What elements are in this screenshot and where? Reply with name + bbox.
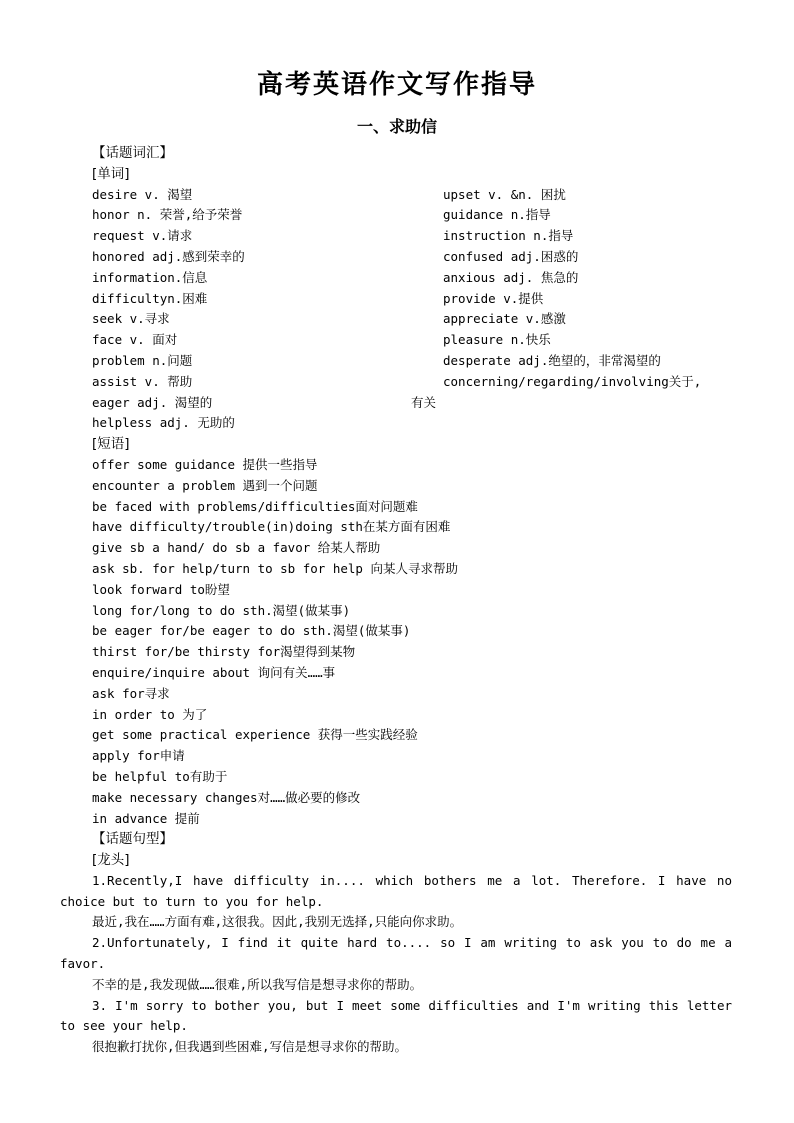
word-left: face v. 面对 xyxy=(92,332,178,348)
phrase-item: enquire/inquire about 询问有关……事 xyxy=(92,664,336,680)
word-right: instruction n.指导 xyxy=(443,228,574,244)
word-row xyxy=(0,309,794,330)
phrase-item: make necessary changes对……做必要的修改 xyxy=(92,789,361,805)
word-row xyxy=(0,330,794,351)
word-row xyxy=(0,268,794,289)
word-left: assist v. 帮助 xyxy=(92,373,193,389)
word-row xyxy=(0,351,794,372)
word-row xyxy=(0,372,794,393)
phrase-item: be eager for/be eager to do sth.渴望(做某事) xyxy=(92,623,411,639)
word-left: helpless adj. 无助的 xyxy=(92,415,235,431)
word-left: eager adj. 渴望的 xyxy=(92,394,213,410)
sentence-chinese: 很抱歉打扰你,但我遇到些困难,写信是想寻求你的帮助。 xyxy=(92,1039,408,1055)
phrase-item: in advance 提前 xyxy=(92,810,200,826)
word-list xyxy=(0,185,794,435)
word-right: upset v. &n. 困扰 xyxy=(443,186,566,202)
word-row xyxy=(0,413,794,434)
word-right: anxious adj. 焦急的 xyxy=(443,269,579,285)
word-right: guidance n.指导 xyxy=(443,207,551,223)
phrase-item: be faced with problems/difficulties面对问题难 xyxy=(92,498,418,514)
phrase-item: long for/long to do sth.渴望(做某事) xyxy=(92,602,351,618)
word-row xyxy=(0,205,794,226)
opening-heading: [龙头] xyxy=(92,852,130,869)
word-row xyxy=(0,226,794,247)
phrase-item: look forward to盼望 xyxy=(92,581,230,597)
word-right-continuation: 有关 xyxy=(411,394,437,410)
word-left: seek v.寻求 xyxy=(92,311,170,327)
page-title: 高考英语作文写作指导 xyxy=(256,70,537,100)
vocab-heading: 【话题词汇】 xyxy=(92,145,173,161)
phrase-item: in order to 为了 xyxy=(92,706,208,722)
word-row xyxy=(0,247,794,268)
word-row xyxy=(0,185,794,206)
section-title: 一、求助信 xyxy=(356,117,437,136)
word-left: honored adj.感到荣幸的 xyxy=(92,248,245,264)
phrase-item: ask for寻求 xyxy=(92,685,170,701)
word-left: honor n. 荣誉,给予荣誉 xyxy=(92,207,243,223)
word-row xyxy=(0,289,794,310)
word-left: difficultyn.困难 xyxy=(92,290,208,306)
word-right: concerning/regarding/involving关于, xyxy=(443,373,702,389)
word-right: provide v.提供 xyxy=(443,290,544,306)
phrase-item: offer some guidance 提供一些指导 xyxy=(92,456,318,472)
word-row xyxy=(0,393,794,414)
phrase-item: get some practical experience 获得一些实践经验 xyxy=(92,727,418,743)
document-body xyxy=(0,143,794,1058)
phrase-item: apply for申请 xyxy=(92,748,185,764)
word-right: desperate adj.绝望的，非常渴望的 xyxy=(443,352,661,368)
word-left: desire v. 渴望 xyxy=(92,186,193,202)
phrase-item: encounter a problem 遇到一个问题 xyxy=(92,477,318,493)
sentence-chinese: 不幸的是,我发现做……很难,所以我写信是想寻求你的帮助。 xyxy=(92,976,423,992)
sentence-english: 3. I'm sorry to bother you, but I meet some difficulties and I'm writing this letter to see your help. xyxy=(60,997,732,1034)
sentence-chinese: 最近,我在……方面有难,这很我。因此,我别无选择,只能向你求助。 xyxy=(92,914,463,930)
phrase-item: be helpful to有助于 xyxy=(92,768,228,784)
word-right: appreciate v.感激 xyxy=(443,311,566,327)
word-left: problem n.问题 xyxy=(92,352,193,368)
sentence-english: 2.Unfortunately, I find it quite hard to.... so I am writing to ask you to do me a favor. xyxy=(60,935,732,972)
words-heading: [单词] xyxy=(92,165,130,182)
sentence-list xyxy=(0,871,794,1058)
word-right: pleasure n.快乐 xyxy=(443,332,551,348)
word-right: confused adj.困惑的 xyxy=(443,248,579,264)
phrase-item: thirst for/be thirsty for渴望得到某物 xyxy=(92,644,356,660)
phrase-item: ask sb. for help/turn to sb for help 向某人寻求帮助 xyxy=(92,560,458,576)
phrases-heading: [短语] xyxy=(92,436,130,453)
word-left: request v.请求 xyxy=(92,228,193,244)
sentence-english: 1.Recently,I have difficulty in.... which bothers me a lot. Therefore. I have no choice but to turn to you for help. xyxy=(60,872,732,909)
phrase-list xyxy=(0,455,794,829)
phrase-item: give sb a hand/ do sb a favor 给某人帮助 xyxy=(92,540,381,556)
patterns-heading: 【话题句型】 xyxy=(92,831,173,848)
word-left: information.信息 xyxy=(92,269,208,285)
phrase-item: have difficulty/trouble(in)doing sth在某方面有困难 xyxy=(92,519,451,535)
